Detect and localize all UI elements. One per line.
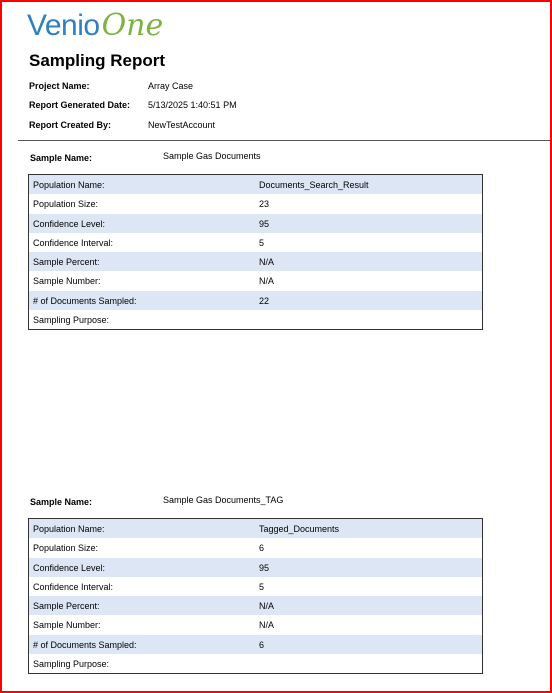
row-label: Confidence Level: xyxy=(33,562,106,573)
meta-label: Report Created By: xyxy=(29,120,112,130)
row-value: 6 xyxy=(259,543,265,554)
row-value: N/A xyxy=(259,276,275,287)
venio-one-logo xyxy=(27,8,163,44)
row-label: Sample Number: xyxy=(33,620,101,631)
table-row xyxy=(29,252,482,271)
table-row xyxy=(29,635,482,654)
table-row xyxy=(29,214,482,233)
table-row xyxy=(29,577,482,596)
meta-value: NewTestAccount xyxy=(148,120,216,130)
row-label: # of Documents Sampled: xyxy=(33,639,137,650)
row-value: Tagged_Documents xyxy=(259,524,340,534)
table-row xyxy=(29,596,482,615)
row-value: N/A xyxy=(259,620,275,631)
table-row xyxy=(29,538,482,557)
table-row xyxy=(29,194,482,213)
table-row xyxy=(29,310,482,329)
table-row xyxy=(29,654,482,673)
row-label: Sampling Purpose: xyxy=(33,659,110,670)
logo-text-one: One xyxy=(101,8,164,43)
row-label: Sample Percent: xyxy=(33,257,100,268)
row-value: N/A xyxy=(259,601,275,612)
row-value: N/A xyxy=(259,257,275,268)
meta-value: 5/13/2025 1:40:51 PM xyxy=(148,100,237,110)
row-label: Population Size: xyxy=(33,543,99,554)
row-label: # of Documents Sampled: xyxy=(33,295,137,306)
sample-name-label: Sample Name: xyxy=(30,497,93,507)
row-label: Population Name: xyxy=(33,180,105,190)
row-value: 5 xyxy=(259,237,265,248)
table-row xyxy=(29,271,482,290)
row-value: Documents_Search_Result xyxy=(259,180,369,190)
sample-details-table xyxy=(28,174,483,330)
table-row xyxy=(29,291,482,310)
sample-name-value: Sample Gas Documents xyxy=(163,151,261,161)
row-label: Population Size: xyxy=(33,199,99,210)
meta-value: Array Case xyxy=(148,81,194,91)
sample-name-row xyxy=(30,495,510,509)
sample-name-value: Sample Gas Documents_TAG xyxy=(163,495,284,505)
table-row xyxy=(29,558,482,577)
table-row xyxy=(29,519,482,538)
sample-details-table xyxy=(28,518,483,674)
logo-text-venio: Venio xyxy=(27,9,100,42)
row-label: Confidence Interval: xyxy=(33,237,114,248)
row-label: Sample Percent: xyxy=(33,601,100,612)
row-label: Sample Number: xyxy=(33,276,101,287)
table-row xyxy=(29,615,482,634)
row-label: Sampling Purpose: xyxy=(33,315,110,326)
report-title: Sampling Report xyxy=(29,51,166,70)
meta-label: Project Name: xyxy=(29,81,90,91)
table-row xyxy=(29,233,482,252)
row-label: Population Name: xyxy=(33,524,105,534)
row-value: 5 xyxy=(259,581,265,592)
row-value: 95 xyxy=(259,562,270,573)
sample-name-label: Sample Name: xyxy=(30,153,93,163)
row-value: 22 xyxy=(259,295,270,306)
row-label: Confidence Level: xyxy=(33,218,106,229)
meta-label: Report Generated Date: xyxy=(29,100,131,110)
row-value: 6 xyxy=(259,639,265,650)
row-label: Confidence Interval: xyxy=(33,581,114,592)
row-value: 23 xyxy=(259,199,270,210)
sample-name-row xyxy=(30,151,510,165)
header-divider xyxy=(18,140,550,141)
row-value: 95 xyxy=(259,218,270,229)
table-row xyxy=(29,175,482,194)
